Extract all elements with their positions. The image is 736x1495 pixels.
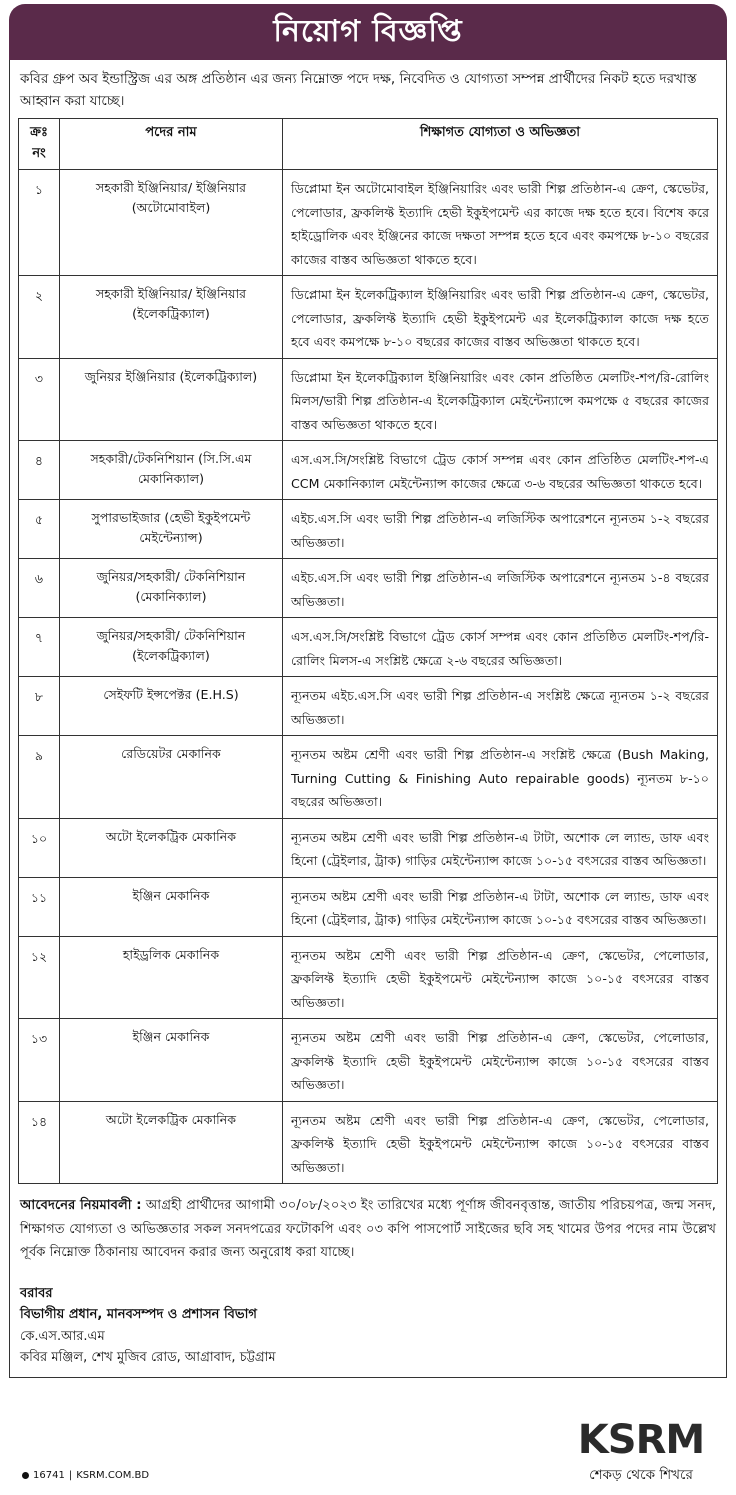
table-row — [19, 276, 718, 359]
rules-text: আগ্রহী প্রার্থীদের আগামী ৩০/০৮/২০২৩ ইং তারিখের মধ্যে পূর্ণাঙ্গ জীবনবৃত্তান্ত, জাতীয় পরিচয়পত্র, জন্ম সনদ, শিক্ষাগত যোগ্যতা ও অভিজ্ঞতার সকল সনদপত্রের ফটোকপি এবং ০৩ কপি পাসপোর্ট সাইজের ছবি সহ খামের উপর পদের নাম উল্লেখ পূর্বক নিম্নোক্ত ঠিকানায় আবেদন করার জন্য অনুরোধ করা যাচ্ছে। — [20, 1198, 716, 1260]
table-row — [19, 559, 718, 618]
logo-tagline: শেকড় থেকে শিখরে — [589, 1467, 693, 1483]
serial-cell: ৩ — [19, 358, 60, 441]
qualification-cell: এস.এস.সি/সংশ্লিষ্ট বিভাগে ট্রেড কোর্স সম্পন্ন এবং কোন প্রতিষ্ঠিত মেলটিং-শপ/রি-রোলিং মিলস-এ সংশ্লিষ্ট ক্ষেত্রে ২-৬ বছরের অভিজ্ঞতা। — [283, 618, 718, 677]
post-cell: রেডিয়েটর মেকানিক — [60, 736, 283, 819]
address-street: কবির মঞ্জিল, শেখ মুজিব রোড, আগ্রাবাদ, চট্টগ্রাম — [20, 1350, 276, 1365]
qualification-cell: এইচ.এস.সি এবং ভারী শিল্প প্রতিষ্ঠান-এ লজিস্টিক অপারেশনে ন্যূনতম ১-৪ বছরের অভিজ্ঞতা। — [283, 559, 718, 618]
table-row — [19, 1101, 718, 1184]
post-cell: সেইফটি ইন্সপেক্টর (E.H.S) — [60, 677, 283, 736]
serial-cell: ৭ — [19, 618, 60, 677]
address-block — [20, 1283, 716, 1369]
serial-cell: ১ — [19, 170, 60, 276]
post-cell: ইঞ্জিন মেকানিক — [60, 1019, 283, 1102]
logo-mark: KSRM — [577, 1417, 705, 1463]
serial-cell: ১৪ — [19, 1101, 60, 1184]
table-row — [19, 618, 718, 677]
header-qualification: শিক্ষাগত যোগ্যতা ও অভিজ্ঞতা — [283, 119, 718, 170]
header-post: পদের নাম — [60, 119, 283, 170]
qualification-cell: এইচ.এস.সি এবং ভারী শিল্প প্রতিষ্ঠান-এ লজিস্টিক অপারেশনে ন্যূনতম ১-২ বছরের অভিজ্ঞতা। — [283, 500, 718, 559]
post-cell: অটো ইলেকট্রিক মেকানিক — [60, 1101, 283, 1184]
qualification-cell: ন্যূনতম অষ্টম শ্রেণী এবং ভারী শিল্প প্রতিষ্ঠান-এ সংশ্লিষ্ট ক্ষেত্রে (Bush Making, Turning Cutting & Finishing Auto repairable goods) ন্যূনতম ৮-১০ বছরের অভিজ্ঞতা। — [283, 736, 718, 819]
rules-label: আবেদনের নিয়মাবলী : — [20, 1198, 142, 1213]
post-cell: ইঞ্জিন মেকানিক — [60, 877, 283, 936]
post-cell: জুনিয়র ইঞ্জিনিয়ার (ইলেকট্রিক্যাল) — [60, 358, 283, 441]
qualification-cell: ডিপ্লোমা ইন অটোমোবাইল ইঞ্জিনিয়ারিং এবং ভারী শিল্প প্রতিষ্ঠান-এ ক্রেণ, স্কেভেটর, পেলোডার, ফ্রকলিফ্ট ইত্যাদি হেভী ইকুইপমেন্ট এর কাজে দক্ষ হতে হবে। বিশেষ করে হাইড্রোলিক এবং ইঞ্জিনের কাজে দক্ষতা সম্পন্ন হতে হবে এবং কমপক্ষে ৮-১০ বছরের কাজের বাস্তব অভিজ্ঞতা থাকতে হবে। — [283, 170, 718, 276]
post-cell: অটো ইলেকট্রিক মেকানিক — [60, 818, 283, 877]
address-department: বিভাগীয় প্রধান, মানবসম্পদ ও প্রশাসন বিভাগ — [20, 1307, 257, 1322]
header-serial: ক্রঃ নং — [19, 119, 60, 170]
qualification-cell: ডিপ্লোমা ইন ইলেকট্রিক্যাল ইঞ্জিনিয়ারিং এবং ভারী শিল্প প্রতিষ্ঠান-এ ক্রেণ, স্কেভেটর, পেলোডার, ফ্রকলিফ্ট ইত্যাদি হেভী ইকুইপমেন্ট এর ইলেকট্রিক্যাল কাজে দক্ষ হতে হবে এবং কমপক্ষে ৮-১০ বছরের কাজের বাস্তব অভিজ্ঞতা থাকতে হবে। — [283, 276, 718, 359]
address-to: বরাবর — [20, 1285, 53, 1301]
qualification-cell: ন্যূনতম অষ্টম শ্রেণী এবং ভারী শিল্প প্রতিষ্ঠান-এ টাটা, অশোক লে ল্যান্ড, ডাফ এবং হিনো (ট্রেইলার, ট্রাক) গাড়ির মেইন্টেন্যান্স কাজে ১০-১৫ বৎসরের বাস্তব অভিজ্ঞতা। — [283, 877, 718, 936]
serial-cell: ৮ — [19, 677, 60, 736]
address-company: কে.এস.আর.এম — [20, 1328, 105, 1344]
serial-cell: ৫ — [19, 500, 60, 559]
table-row — [19, 170, 718, 276]
footer-separator: | — [68, 1470, 73, 1481]
table-row — [19, 818, 718, 877]
post-cell: সুপারভাইজার (হেভী ইকুইপমেন্ট মেইন্টেন্যান্স) — [60, 500, 283, 559]
table-row — [19, 677, 718, 736]
post-cell: সহকারী ইঞ্জিনিয়ার/ ইঞ্জিনিয়ার (ইলেকট্রিক্যাল) — [60, 276, 283, 359]
post-cell: হাইড্রলিক মেকানিক — [60, 936, 283, 1019]
table-row — [19, 1019, 718, 1102]
qualification-cell: ন্যূনতম অষ্টম শ্রেণী এবং ভারী শিল্প প্রতিষ্ঠান-এ ক্রেণ, স্কেভেটর, পেলোডার, ফ্রকলিফ্ট ইত্যাদি হেভী ইকুইপমেন্ট মেইন্টেন্যান্স কাজে ১০-১৫ বৎসরের বাস্তব অভিজ্ঞতা। — [283, 1101, 718, 1184]
application-rules — [20, 1194, 716, 1265]
table-row — [19, 500, 718, 559]
qualification-cell: ন্যূনতম এইচ.এস.সি এবং ভারী শিল্প প্রতিষ্ঠান-এ সংশ্লিষ্ট ক্ষেত্রে ন্যূনতম ১-২ বছরের অভিজ্ঞতা। — [283, 677, 718, 736]
footer-credit — [22, 1470, 149, 1481]
qualification-cell: ন্যূনতম অষ্টম শ্রেণী এবং ভারী শিল্প প্রতিষ্ঠান-এ ক্রেণ, স্কেভেটর, পেলোডার, ফ্রকলিফ্ট ইত্যাদি হেভী ইকুইপমেন্ট মেইন্টেন্যান্স কাজে ১০-১৫ বৎসরের বাস্তব অভিজ্ঞতা। — [283, 936, 718, 1019]
bullet-icon — [22, 1472, 29, 1479]
title-banner — [9, 4, 727, 60]
post-cell: জুনিয়র/সহকারী/ টেকনিশিয়ান (ইলেকট্রিক্যাল) — [60, 618, 283, 677]
ksrm-logo — [566, 1418, 716, 1487]
table-row — [19, 358, 718, 441]
serial-cell: ১২ — [19, 936, 60, 1019]
positions-table — [18, 118, 718, 1184]
website: KSRM.COM.BD — [76, 1470, 150, 1481]
serial-cell: ১০ — [19, 818, 60, 877]
ad-code: 16741 — [33, 1470, 65, 1481]
qualification-cell: এস.এস.সি/সংশ্লিষ্ট বিভাগে ট্রেড কোর্স সম্পন্ন এবং কোন প্রতিষ্ঠিত মেলটিং-শপ-এ CCM মেকানিক্যাল মেইন্টেন্যান্স কাজের ক্ষেত্রে ৩-৬ বছরের অভিজ্ঞতা থাকতে হবে। — [283, 441, 718, 500]
intro-text: কবির গ্রুপ অব ইন্ডাস্ট্রিজ এর অঙ্গ প্রতিষ্ঠান এর জন্য নিম্নোক্ত পদে দক্ষ, নিবেদিত ও যোগ্যতা সম্পন্ন প্রার্থীদের নিকট হতে দরখাস্ত আহ্বান করা যাচ্ছে। — [20, 71, 697, 109]
table-row — [19, 936, 718, 1019]
serial-cell: ১১ — [19, 877, 60, 936]
qualification-cell: ন্যূনতম অষ্টম শ্রেণী এবং ভারী শিল্প প্রতিষ্ঠান-এ ক্রেণ, স্কেভেটর, পেলোডার, ফ্রকলিফ্ট ইত্যাদি হেভী ইকুইপমেন্ট মেইন্টেন্যান্স কাজে ১০-১৫ বৎসরের বাস্তব অভিজ্ঞতা। — [283, 1019, 718, 1102]
table-header-row — [19, 119, 718, 170]
serial-cell: ১৩ — [19, 1019, 60, 1102]
table-row — [19, 736, 718, 819]
qualification-cell: ন্যূনতম অষ্টম শ্রেণী এবং ভারী শিল্প প্রতিষ্ঠান-এ টাটা, অশোক লে ল্যান্ড, ডাফ এবং হিনো (ট্রেইলার, ট্রাক) গাড়ির মেইন্টেন্যান্স কাজে ১০-১৫ বৎসরের বাস্তব অভিজ্ঞতা। — [283, 818, 718, 877]
post-cell: জুনিয়র/সহকারী/ টেকনিশিয়ান (মেকানিক্যাল) — [60, 559, 283, 618]
ad-body — [9, 60, 727, 1378]
table-row — [19, 877, 718, 936]
post-cell: সহকারী/টেকনিশিয়ান (সি.সি.এম মেকানিক্যাল) — [60, 441, 283, 500]
serial-cell: ২ — [19, 276, 60, 359]
post-cell: সহকারী ইঞ্জিনিয়ার/ ইঞ্জিনিয়ার (অটোমোবাইল) — [60, 170, 283, 276]
qualification-cell: ডিপ্লোমা ইন ইলেকট্রিক্যাল ইঞ্জিনিয়ারিং এবং কোন প্রতিষ্ঠিত মেলটিং-শপ/রি-রোলিং মিলস/ভারী শিল্প প্রতিষ্ঠান-এ ইলেকট্রিক্যাল মেইন্টেন্যান্সে কমপক্ষে ৫ বছরের কাজের বাস্তব অভিজ্ঞতা থাকতে হবে। — [283, 358, 718, 441]
page-title: নিয়োগ বিজ্ঞপ্তি — [273, 13, 463, 49]
serial-cell: ৬ — [19, 559, 60, 618]
serial-cell: ৪ — [19, 441, 60, 500]
serial-cell: ৯ — [19, 736, 60, 819]
table-row — [19, 441, 718, 500]
